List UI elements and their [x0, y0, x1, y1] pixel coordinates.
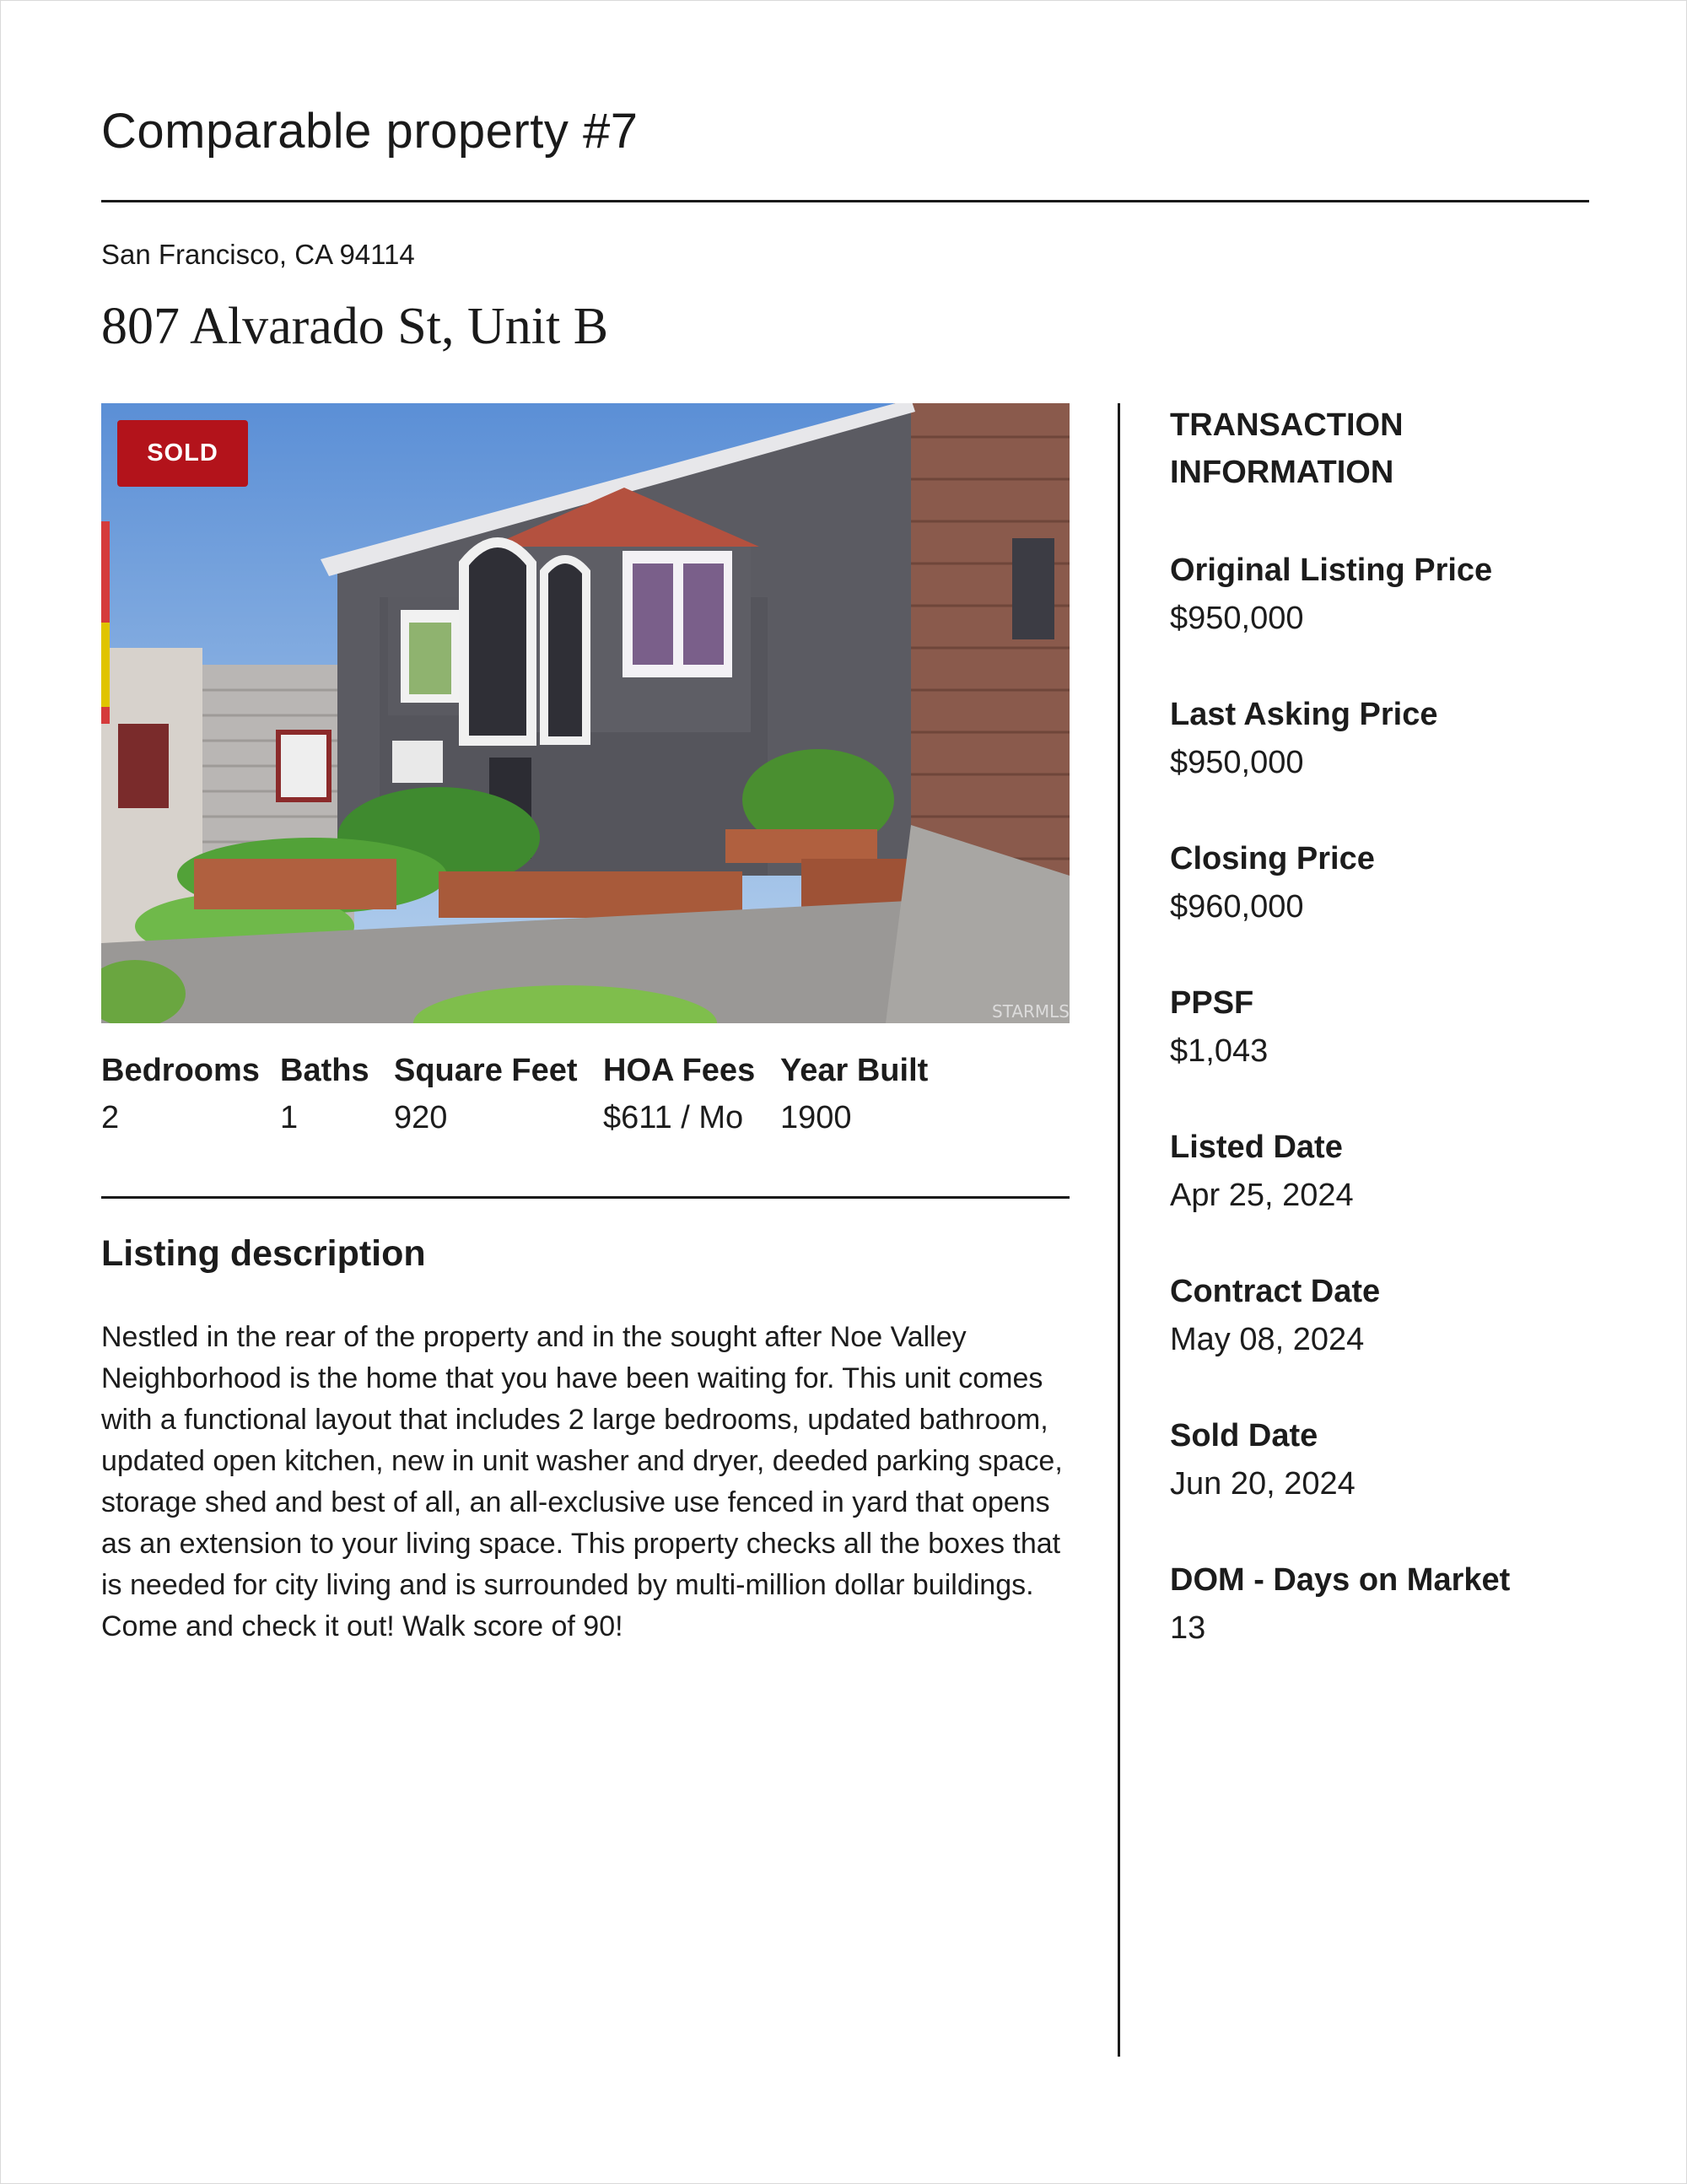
transaction-item-closing-price [1170, 835, 1625, 930]
transaction-item-sold-date [1170, 1412, 1625, 1507]
transaction-label: Sold Date [1170, 1418, 1318, 1453]
house-photo-illustration [101, 403, 1070, 1023]
stat-baths [280, 1053, 394, 1136]
transaction-value: $950,000 [1170, 745, 1304, 780]
sold-badge: SOLD [117, 420, 248, 487]
column-divider [1118, 403, 1120, 2057]
description-body: Nestled in the rear of the property and in the sought after Noe Valley Neighborhood is the home that you have been waiting for. This unit comes with a functional layout that includes 2 large bedrooms, updated bathroom, updated open kitchen, new in unit washer and dryer, deeded parking space, storage shed and best of all, an all-exclusive use fenced in yard that opens as an extension to your living space. This property checks all the boxes that is needed for city living and is surrounded by multi-million dollar buildings. Come and check it out! Walk score of 90! [101, 1321, 1063, 1642]
transaction-label: PPSF [1170, 985, 1254, 1021]
stat-label: Bedrooms [101, 1053, 260, 1088]
stat-label: Square Feet [394, 1053, 578, 1088]
transaction-item-last-asking-price [1170, 691, 1625, 786]
transaction-value: 13 [1170, 1610, 1206, 1646]
transaction-item-contract-date [1170, 1268, 1625, 1363]
page-title: Comparable property #7 [101, 104, 639, 159]
stat-square-feet [394, 1053, 603, 1136]
property-stats [101, 1053, 949, 1136]
transaction-label: Contract Date [1170, 1274, 1381, 1309]
stat-value: 1900 [780, 1100, 852, 1135]
stat-value: $611 / Mo [603, 1100, 744, 1135]
transaction-value: $960,000 [1170, 889, 1304, 925]
transaction-label: Original Listing Price [1170, 553, 1493, 588]
transaction-label: Listed Date [1170, 1130, 1343, 1165]
transaction-panel [1170, 402, 1625, 1701]
transaction-label: Closing Price [1170, 841, 1375, 876]
transaction-item-ppsf [1170, 979, 1625, 1075]
transaction-item-listed-date [1170, 1124, 1625, 1219]
stat-hoa-fees [603, 1053, 780, 1136]
transaction-value: Jun 20, 2024 [1170, 1466, 1356, 1502]
transaction-item-days-on-market [1170, 1556, 1625, 1652]
transaction-value: May 08, 2024 [1170, 1322, 1365, 1357]
stat-bedrooms [101, 1053, 280, 1136]
transaction-value: $950,000 [1170, 601, 1304, 636]
transaction-heading: TRANSACTION INFORMATION [1170, 407, 1404, 490]
property-location: San Francisco, CA 94114 [101, 239, 415, 270]
stat-value: 2 [101, 1100, 120, 1135]
transaction-value: Apr 25, 2024 [1170, 1178, 1354, 1213]
header-divider [101, 200, 1589, 202]
transaction-value: $1,043 [1170, 1033, 1269, 1069]
stat-label: Baths [280, 1053, 369, 1088]
stats-divider [101, 1196, 1070, 1199]
property-address: 807 Alvarado St, Unit B [101, 298, 609, 355]
photo-watermark: STARMLS [991, 1001, 1070, 1022]
stat-label: Year Built [780, 1053, 929, 1088]
description-heading: Listing description [101, 1233, 426, 1274]
transaction-label: DOM - Days on Market [1170, 1562, 1511, 1598]
stat-label: HOA Fees [603, 1053, 756, 1088]
property-photo [101, 403, 1070, 1023]
stat-value: 920 [394, 1100, 448, 1135]
transaction-label: Last Asking Price [1170, 697, 1438, 732]
stat-value: 1 [280, 1100, 299, 1135]
transaction-item-original-listing-price [1170, 547, 1625, 642]
stat-year-built [780, 1053, 949, 1136]
